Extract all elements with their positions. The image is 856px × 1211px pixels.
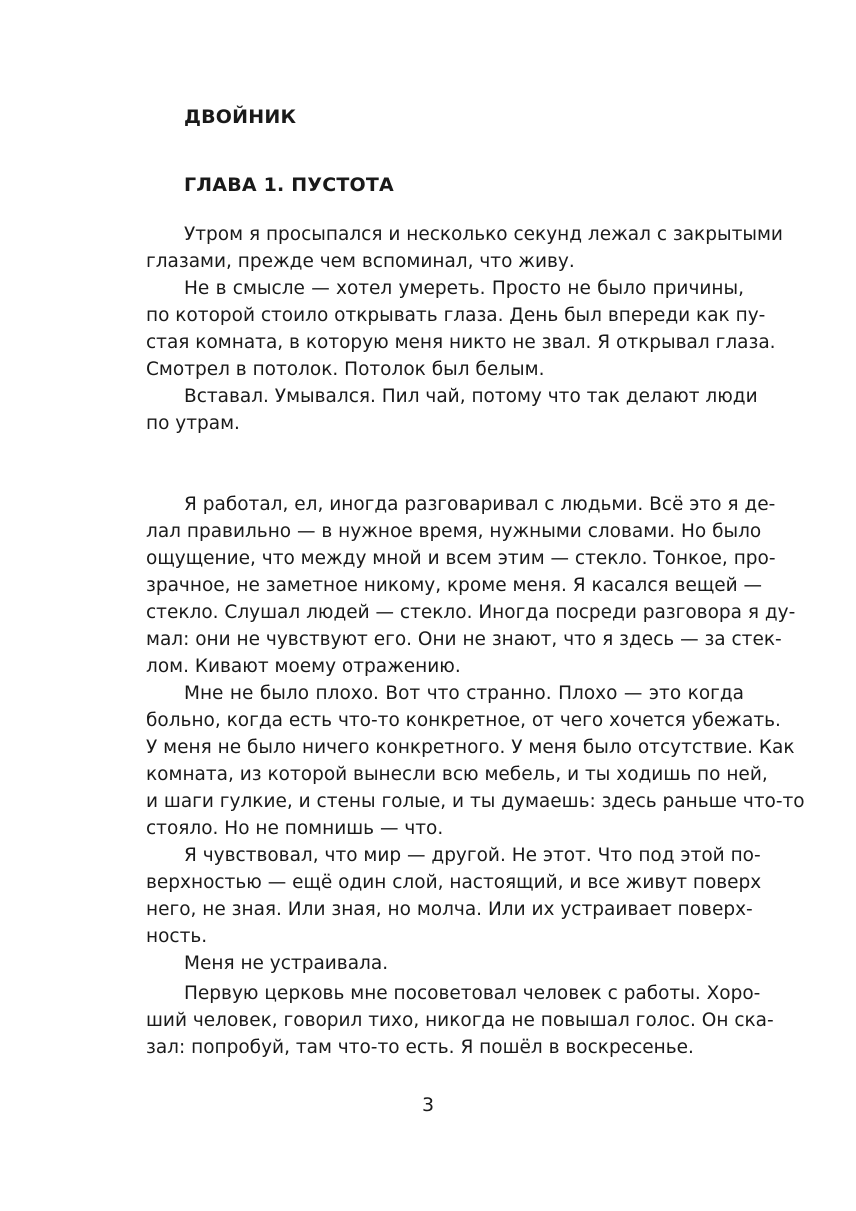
- text-line: Мне не было плохо. Вот что странно. Плохо — это когда: [184, 683, 744, 704]
- paragraph: [146, 383, 758, 437]
- text-line: по которой стоило открывать глаза. День был впереди как пу-: [146, 305, 766, 326]
- book-title: ДВОЙНИК: [184, 106, 297, 128]
- text-line: зал: попробуй, там что-то есть. Я пошёл в воскресенье.: [146, 1037, 694, 1058]
- text-line: Меня не устраивала.: [184, 953, 389, 974]
- text-line: мал: они не чувствуют его. Они не знают, что я здесь — за стек-: [146, 629, 782, 650]
- text-line: и шаги гулкие, и стены голые, и ты думаешь: здесь раньше что-то: [146, 791, 805, 812]
- text-line: ший человек, говорил тихо, никогда не повышал голос. Он ска-: [146, 1010, 774, 1031]
- paragraph: [146, 491, 796, 680]
- paragraph: [184, 950, 744, 977]
- text-line: зрачное, не заметное никому, кроме меня. Я касался вещей —: [146, 575, 763, 596]
- text-line: Смотрел в потолок. Потолок был белым.: [146, 359, 545, 380]
- paragraph: [146, 275, 776, 383]
- page-number: 3: [421, 1094, 435, 1116]
- text-line: лом. Кивают моему отражению.: [146, 656, 461, 677]
- text-section: [146, 980, 774, 1061]
- text-line: комната, из которой вынесли всю мебель, и ты ходишь по ней,: [146, 764, 768, 785]
- paragraph: [146, 980, 774, 1061]
- text-line: стая комната, в которую меня никто не звал. Я открывал глаза.: [146, 332, 776, 353]
- text-section: [146, 221, 783, 437]
- paragraph: [146, 680, 805, 842]
- text-line: У меня не было ничего конкретного. У меня было отсутствие. Как: [146, 737, 795, 758]
- text-line: Вставал. Умывался. Пил чай, потому что так делают люди: [184, 386, 758, 407]
- text-line: Не в смысле — хотел умереть. Просто не было причины,: [184, 278, 744, 299]
- text-line: глазами, прежде чем вспоминал, что живу.: [146, 251, 575, 272]
- paragraph: [146, 842, 762, 950]
- text-line: ность.: [146, 926, 208, 947]
- text-line: лал правильно — в нужное время, нужными словами. Но было: [146, 521, 762, 542]
- text-line: ощущение, что между мной и всем этим — стекло. Тонкое, про-: [146, 548, 776, 569]
- text-line: Первую церковь мне посоветовал человек с работы. Хоро-: [184, 983, 761, 1004]
- paragraph: [146, 221, 783, 275]
- text-line: него, не зная. Или зная, но молча. Или их устраивает поверх-: [146, 899, 753, 920]
- text-section: [146, 491, 805, 977]
- text-line: стекло. Слушал людей — стекло. Иногда посреди разговора я ду-: [146, 602, 796, 623]
- text-line: Я чувствовал, что мир — другой. Не этот. Что под этой по-: [184, 845, 761, 866]
- text-line: стояло. Но не помнишь — что.: [146, 818, 444, 839]
- text-line: Утром я просыпался и несколько секунд лежал с закрытыми: [184, 224, 783, 245]
- text-line: по утрам.: [146, 413, 240, 434]
- text-line: верхностью — ещё один слой, настоящий, и все живут поверх: [146, 872, 762, 893]
- text-line: Я работал, ел, иногда разговаривал с людьми. Всё это я де-: [184, 494, 776, 515]
- chapter-title: ГЛАВА 1. ПУСТОТА: [184, 174, 394, 196]
- text-line: больно, когда есть что-то конкретное, от чего хочется убежать.: [146, 710, 781, 731]
